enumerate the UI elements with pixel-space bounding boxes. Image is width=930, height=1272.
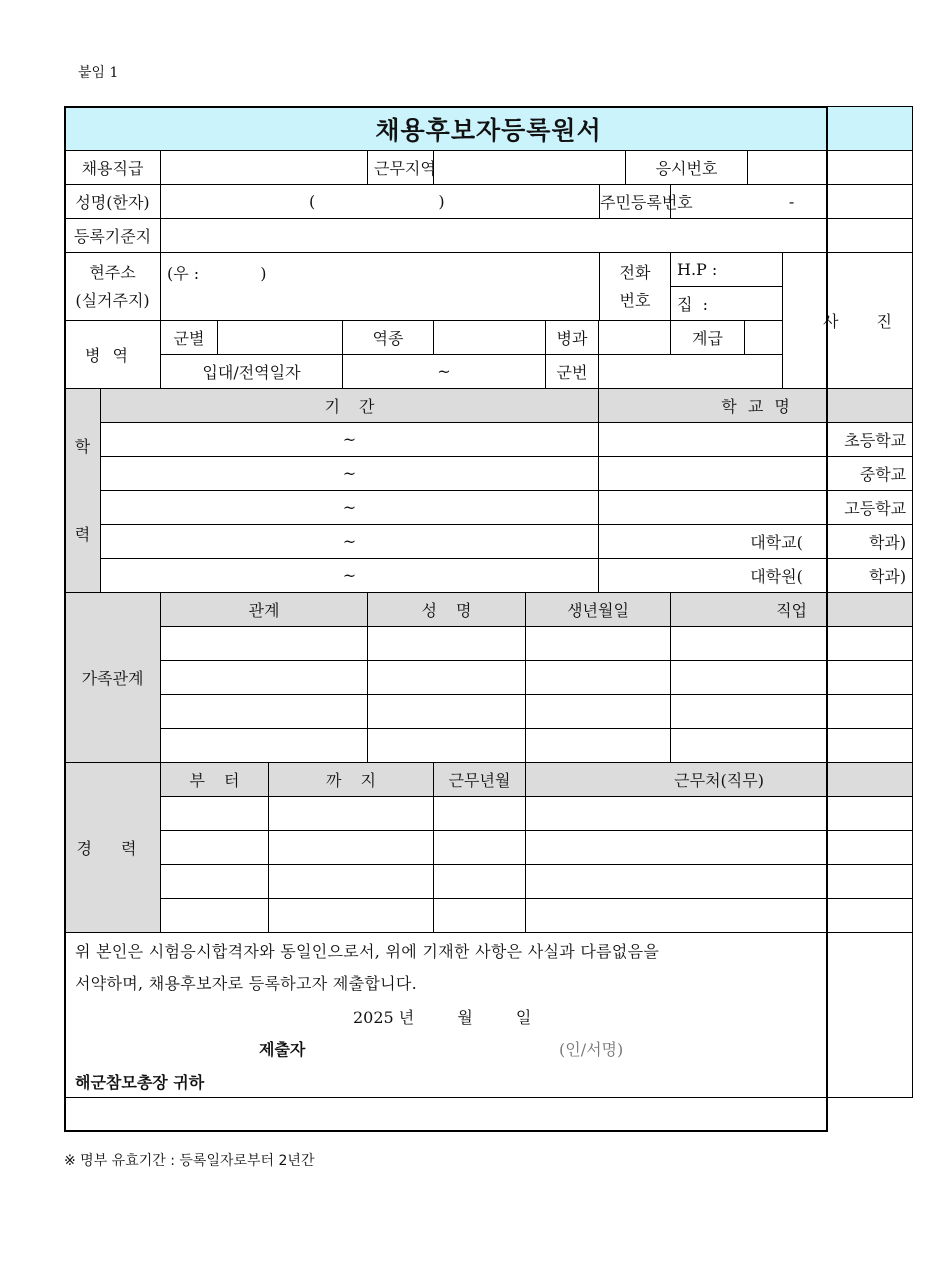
domicile-label: 등록기준지 xyxy=(65,219,161,253)
education-label-top: 학 xyxy=(74,436,91,456)
service-type-label: 역종 xyxy=(343,321,434,355)
annex-label: 붙임 1 xyxy=(78,65,119,81)
family-header-job: 직업 xyxy=(671,593,913,627)
school-header: 학 교 명 xyxy=(599,389,913,423)
home-phone-field[interactable]: 집 : xyxy=(671,287,783,321)
family-label: 가족관계 xyxy=(65,593,161,763)
military-label: 병역 xyxy=(65,321,161,389)
edu-school[interactable]: 고등학교 xyxy=(599,491,913,525)
edu-period[interactable]: ~ xyxy=(101,559,599,593)
branch-label: 군별 xyxy=(161,321,218,355)
phone-label-line2: 번호 xyxy=(619,290,651,310)
specialty-label: 병과 xyxy=(546,321,599,355)
hp-field[interactable]: H.P : xyxy=(671,253,783,287)
career-header-to: 까 지 xyxy=(269,763,434,797)
date-year: 2025 년 xyxy=(353,1008,415,1027)
period-header: 기 간 xyxy=(101,389,599,423)
postal-code: (우 : ) xyxy=(167,264,267,283)
date-month: 월 xyxy=(457,1008,473,1027)
declaration-line1: 위 본인은 시험응시합격자와 동일인으로서, 위에 기재한 사항은 사실과 다름없음을 xyxy=(75,942,660,961)
service-no-label: 군번 xyxy=(546,355,599,389)
submitter-label: 제출자 xyxy=(259,1040,306,1059)
exam-no-label: 응시번호 xyxy=(626,151,748,185)
rank-label: 계급 xyxy=(671,321,745,355)
career-header-period: 근무년월 xyxy=(434,763,526,797)
family-header-birth: 생년월일 xyxy=(526,593,671,627)
family-header-name: 성 명 xyxy=(368,593,526,627)
phone-label-line1: 전화 xyxy=(619,262,651,282)
edu-school[interactable]: 대학교( 학과) xyxy=(599,525,913,559)
edu-school[interactable]: 대학원( 학과) xyxy=(599,559,913,593)
date-day: 일 xyxy=(515,1008,532,1027)
paren-close: ) xyxy=(438,192,445,211)
edu-period[interactable]: ~ xyxy=(101,423,599,457)
photo-box[interactable]: 사진 xyxy=(783,253,913,389)
career-header-from: 부 터 xyxy=(161,763,269,797)
form-outer-border xyxy=(64,106,828,1132)
rrn-field[interactable]: - xyxy=(671,185,913,219)
region-label: 근무지역 xyxy=(368,151,434,185)
edu-period[interactable]: ~ xyxy=(101,491,599,525)
form-title: 채용후보자등록원서 xyxy=(65,107,913,151)
edu-school[interactable]: 중학교 xyxy=(599,457,913,491)
declaration-line2: 서약하며, 채용후보자로 등록하고자 제출합니다. xyxy=(75,974,418,993)
position-label: 채용직급 xyxy=(65,151,161,185)
validity-footnote: ※ 명부 유효기간 : 등록일자로부터 2년간 xyxy=(64,1153,315,1169)
address-label-line2: (실거주지) xyxy=(75,290,150,310)
education-label-bottom: 력 xyxy=(74,524,91,544)
career-header-workplace: 근무처(직무) xyxy=(526,763,913,797)
rrn-label: 주민등록번호 xyxy=(600,185,671,219)
edu-period[interactable]: ~ xyxy=(101,525,599,559)
address-label-line1: 현주소 xyxy=(89,262,136,282)
edu-school[interactable]: 초등학교 xyxy=(599,423,913,457)
service-dates-label: 입대/전역일자 xyxy=(161,355,343,389)
edu-period[interactable]: ~ xyxy=(101,457,599,491)
paren-open: ( xyxy=(309,192,316,211)
family-header-relation: 관계 xyxy=(161,593,368,627)
service-dates-field[interactable]: ~ xyxy=(343,355,546,389)
recipient: 해군참모총장 귀하 xyxy=(75,1073,205,1092)
career-label: 경 력 xyxy=(65,763,161,933)
signature-field[interactable]: (인/서명) xyxy=(559,1040,624,1059)
name-label: 성명(한자) xyxy=(65,185,161,219)
